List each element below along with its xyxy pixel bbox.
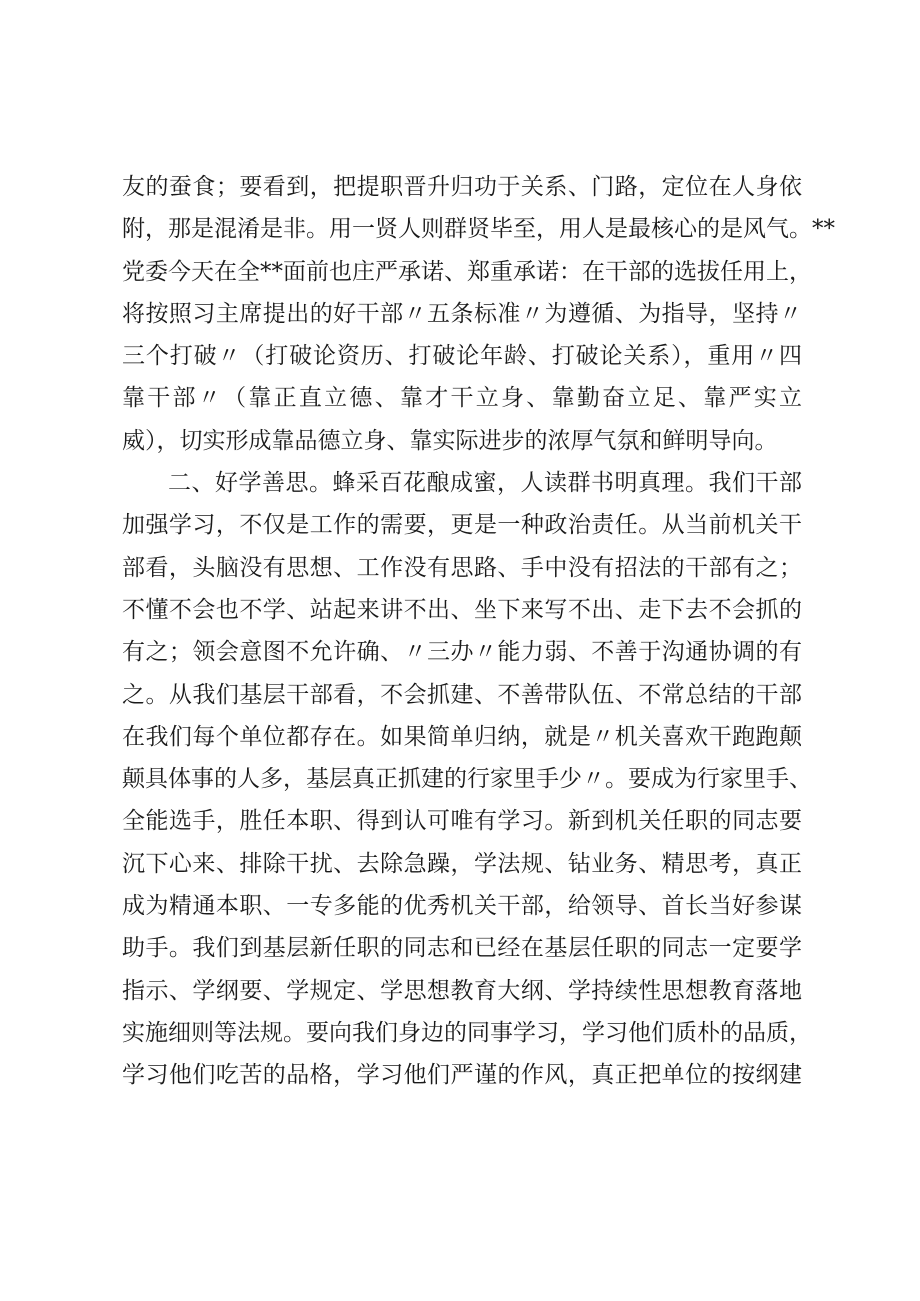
- text-line: 附，那是混淆是非。用一贤人则群贤毕至，用人是最核心的是风气。**: [122, 216, 835, 243]
- text-line: 将按照习主席提出的好干部〃五条标准〃为遵循、为指导，坚持〃: [122, 300, 802, 327]
- text-line: 靠干部〃（靠正直立德、靠才干立身、靠勤奋立足、靠严实立: [122, 385, 802, 412]
- text-line: 有之；领会意图不允许确、〃三办〃能力弱、不善于沟通协调的有: [122, 639, 802, 666]
- paragraph-2: [122, 462, 812, 1139]
- text-line: 不懂不会也不学、站起来讲不出、坐下来写不出、走下去不会抓的: [122, 596, 802, 623]
- text-line: 实施细则等法规。要向我们身边的同事学习，学习他们质朴的品质，: [122, 1019, 812, 1046]
- text-line: 党委今天在全**面前也庄严承诺、郑重承诺：在干部的选拔任用上，: [122, 258, 812, 285]
- text-line: 全能选手，胜任本职、得到认可唯有学习。新到机关任职的同志要: [122, 808, 802, 835]
- text-line: 二、好学善思。蜂采百花酿成蜜，人读群书明真理。我们干部: [168, 470, 802, 497]
- text-line: 助手。我们到基层新任职的同志和已经在基层任职的同志一定要学: [122, 935, 802, 962]
- paragraph-1: [122, 166, 835, 462]
- text-line: 加强学习，不仅是工作的需要，更是一种政治责任。从当前机关干: [122, 512, 802, 539]
- document-body: [122, 166, 835, 1139]
- text-line: 学习他们吃苦的品格，学习他们严谨的作风，真正把单位的按纲建: [122, 1062, 802, 1089]
- text-line: 沉下心来、排除干扰、去除急躁，学法规、钻业务、精思考，真正: [122, 850, 802, 877]
- text-line: 之。从我们基层干部看，不会抓建、不善带队伍、不常总结的干部: [122, 681, 802, 708]
- text-line: 友的蚕食；要看到，把提职晋升归功于关系、门路，定位在人身依: [122, 174, 802, 200]
- text-line: 颠具体事的人多，基层真正抓建的行家里手少〃。要成为行家里手、: [122, 766, 812, 793]
- text-line: [122, 1097, 802, 1139]
- text-line: 部看，头脑没有思想、工作没有思路、手中没有招法的干部有之；: [122, 554, 802, 581]
- text-line: 三个打破〃（打破论资历、打破论年龄、打破论关系），重用〃四: [122, 343, 802, 370]
- text-line: 在我们每个单位都存在。如果简单归纳，就是〃机关喜欢干跑跑颠: [122, 723, 802, 750]
- text-line: 威），切实形成靠品德立身、靠实际进步的浓厚气氛和鲜明导向。: [122, 427, 778, 454]
- text-line: 指示、学纲要、学规定、学思想教育大纲、学持续性思想教育落地: [122, 977, 802, 1004]
- text-line: 成为精通本职、一专多能的优秀机关干部，给领导、首长当好参谋: [122, 893, 802, 920]
